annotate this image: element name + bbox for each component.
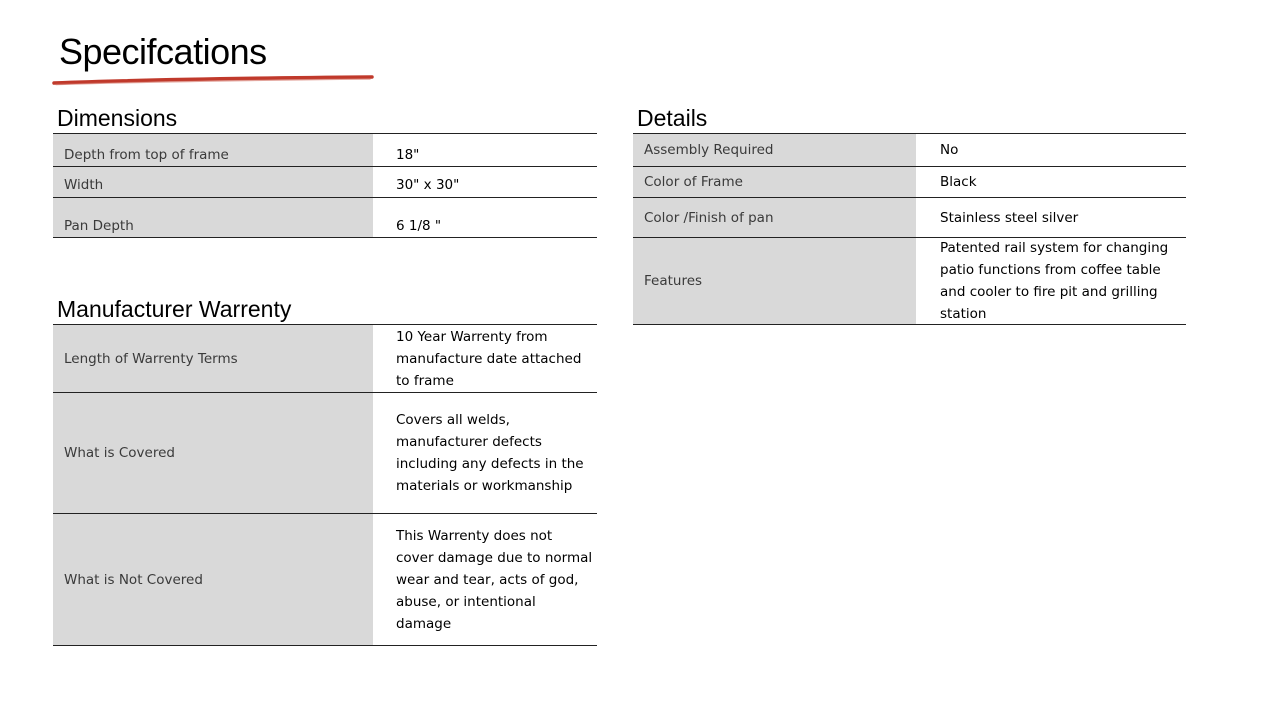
row-label: Features: [633, 238, 916, 324]
table-row: [53, 134, 597, 167]
table-row: [53, 393, 597, 514]
row-value: 10 Year Warrenty from manufacture date attached to frame: [396, 328, 582, 389]
table-row: [53, 167, 597, 198]
row-label: Depth from top of frame: [53, 134, 373, 166]
row-value: 6 1/8 ": [396, 217, 442, 234]
details-heading: Details: [637, 105, 708, 131]
title-underline: [52, 72, 374, 88]
row-value: No: [940, 142, 959, 158]
row-label: Color of Frame: [633, 167, 916, 197]
details-table: [633, 133, 1186, 325]
row-value: 18": [396, 147, 420, 163]
table-row: [53, 325, 597, 393]
dimensions-table: [53, 133, 597, 238]
table-row: [633, 198, 1186, 238]
row-value: Patented rail system for changing patio functions from coffee table and cooler to fire pit and grilling station: [940, 240, 1169, 322]
table-row: [53, 514, 597, 646]
row-label: Width: [53, 167, 373, 197]
row-value: Stainless steel silver: [940, 209, 1079, 226]
row-label: Pan Depth: [53, 198, 373, 237]
row-value: This Warrenty does not cover damage due to normal wear and tear, acts of god, abuse, or intentional damage: [396, 527, 593, 632]
row-value: 30" x 30": [396, 177, 460, 193]
warranty-heading: Manufacturer Warrenty: [57, 296, 292, 322]
row-label: Length of Warrenty Terms: [53, 325, 373, 392]
row-value: Covers all welds, manufacturer defects including any defects in the materials or workmanship: [396, 412, 584, 494]
warranty-table: [53, 324, 597, 646]
table-row: [53, 198, 597, 238]
row-label: What is Covered: [53, 393, 373, 513]
row-label: Assembly Required: [633, 134, 916, 166]
dimensions-heading: Dimensions: [57, 105, 178, 131]
page-title: Specifcations: [59, 31, 267, 72]
row-label: What is Not Covered: [53, 514, 373, 645]
table-row: [633, 167, 1186, 198]
row-value: Black: [940, 174, 977, 190]
row-label: Color /Finish of pan: [633, 198, 916, 237]
table-row: [633, 238, 1186, 325]
table-row: [633, 134, 1186, 167]
